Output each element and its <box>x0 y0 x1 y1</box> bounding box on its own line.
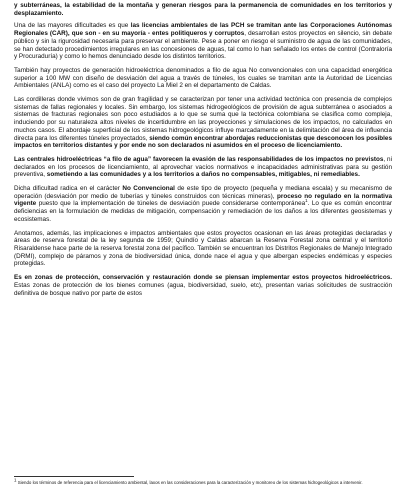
footnote-area <box>14 476 392 485</box>
bold-text-run: las licencias ambientales de las PCH se tramitan ante las Corporaciones Autónomas Regionales (CAR), que son - en su mayoría - entes politiqueros y corruptos <box>14 22 392 38</box>
bold-text-run: proceso no regulado en la normativa vigente <box>14 192 393 208</box>
paragraph <box>14 2 392 17</box>
bold-text-run: Es en zonas de protección, conservación y restauración donde se piensan implementar estos proyectos hidroeléctricos. <box>14 274 392 282</box>
paragraph <box>14 185 392 224</box>
bold-text-run: sometiendo a las comunidades y a los territorios a daños no compensables, mitigables, ni remediables. <box>46 171 360 179</box>
paragraph <box>14 156 392 179</box>
footnote <box>14 477 392 485</box>
paragraph <box>14 96 392 150</box>
footnote-marker: 1 <box>14 477 17 483</box>
text-run: Una de las mayores dificultades es que <box>14 22 131 30</box>
paragraph <box>14 274 392 297</box>
bold-text-run: No Convencional <box>122 185 175 193</box>
text-run: También hay proyectos de generación hidroeléctrica denominados a filo de agua No convencionales con una capacidad energética superior a 100 MW con diseño de desviación del agua a través de túneles, los cuales se tramitan ante la Autoridad de Licencias Ambientales (ANLA) como es el caso del proyecto La Miel 2 en el departamento de Caldas. <box>14 66 392 90</box>
bold-text-run: Las centrales hidroeléctricas “a filo de agua” favorecen la evasión de las responsabilidades de los impactos no previstos <box>14 155 384 163</box>
footnote-rule <box>14 476 134 477</box>
footnote-reference: 1 <box>305 198 308 204</box>
bold-text-run: y subterráneas, la estabilidad de la montaña y generan riesgos para la permanencia de comunidades en los territorios y desplazamiento. <box>14 2 392 17</box>
paragraph <box>14 230 392 269</box>
bold-text-run: siendo común encontrar abordajes reduccionistas que desconocen los posibles impactos en territorios distantes y por ende no son declarados ni asumidos en el proceso de licenciamiento. <box>14 134 392 150</box>
paragraph <box>14 22 392 61</box>
text-run: Estas zonas de protección de los bienes comunes (agua, biodiversidad, suelo, etc), presentan varias solicitudes de sustracción definitiva de bosque nativo por parte de estos <box>14 281 392 297</box>
text-run: de este tipo de proyecto (pequeña y mediana escala) y su mecanismo de operación (desviación por medio de tuberías y túneles construidos con técnicas mineras), <box>14 185 393 200</box>
text-run: Dicha dificultad radica en el carácter <box>14 185 123 193</box>
text-run: , ni declarados en los procesos de licenciamiento, al aprovechar vacíos normativos e incapacidades administrativas para su gestión preventiva, <box>14 155 392 179</box>
footnote-text: Siendo los términos de referencia para el licenciamiento ambiental, laxos en las consideraciones para la caracterización y monitoreo de los sistemas hidrogeológicos a intervenir. <box>17 480 363 485</box>
text-run: Las cordilleras donde vivimos son de gran fragilidad y se caracterizan por tener una actividad tectónica con presencia de complejos sistemas de fallas regionales y locales. Sin embargo, los sistemas hidrogeológicos de provisión de agua subterránea o asociados a sistemas de fracturas regionales son poco estudiados a lo que se suma que la tectónica colombiana se clasifica como compleja, induciendo por su naturaleza altos niveles de incertidumbre en las proyecciones y simulaciones de los impactos, no calculados en muchos casos. El abordaje superficial de los sistemas hidrogeológicos influye marcadamente en la delimitación del área de influencia directa para los diferentes túneles proyectados, <box>14 96 392 142</box>
document-body <box>14 2 392 303</box>
text-run: . Lo que es común encontrar deficiencias en la formulación de medidas de mitigación, compensación y remediación de los daños a los diferentes geosistemas y ecosistemas. <box>14 200 392 223</box>
paragraph <box>14 67 392 90</box>
text-run: Anotamos, además, las implicaciones e impactos ambientales que estos proyectos ocasionan en las áreas protegidas declaradas y áreas de reserva forestal de la ley segunda de 1959; Quindío y Caldas abarcan la Reserva Forestal zona central y el territorio Risaraldense hace parte de la reserva forestal zona del pacífico. También se encuentran los Distritos Regionales de Manejo Integrado (DRMI), complejo de páramos y zona de biodiversidad única, donde nace el agua y que albergan especies endémicas y especies protegidas. <box>14 229 392 268</box>
text-run: , desarrollan estos proyectos en silencio, sin debate público y sin la rigurosidad necesaria para preservar el ambiente. Pese a poner en riesgo el suministro de agua de las comunidades, se han detectado procedimientos irregulares en las concesiones de aguas, tal como lo han señalado los entes de control (Contraloría y Procuraduría) y como lo hemos denunciado desde los distintos territorios. <box>14 30 393 61</box>
text-run: puesto que la implementación de túneles de desviación puede considerarse contemporánea <box>36 200 306 208</box>
